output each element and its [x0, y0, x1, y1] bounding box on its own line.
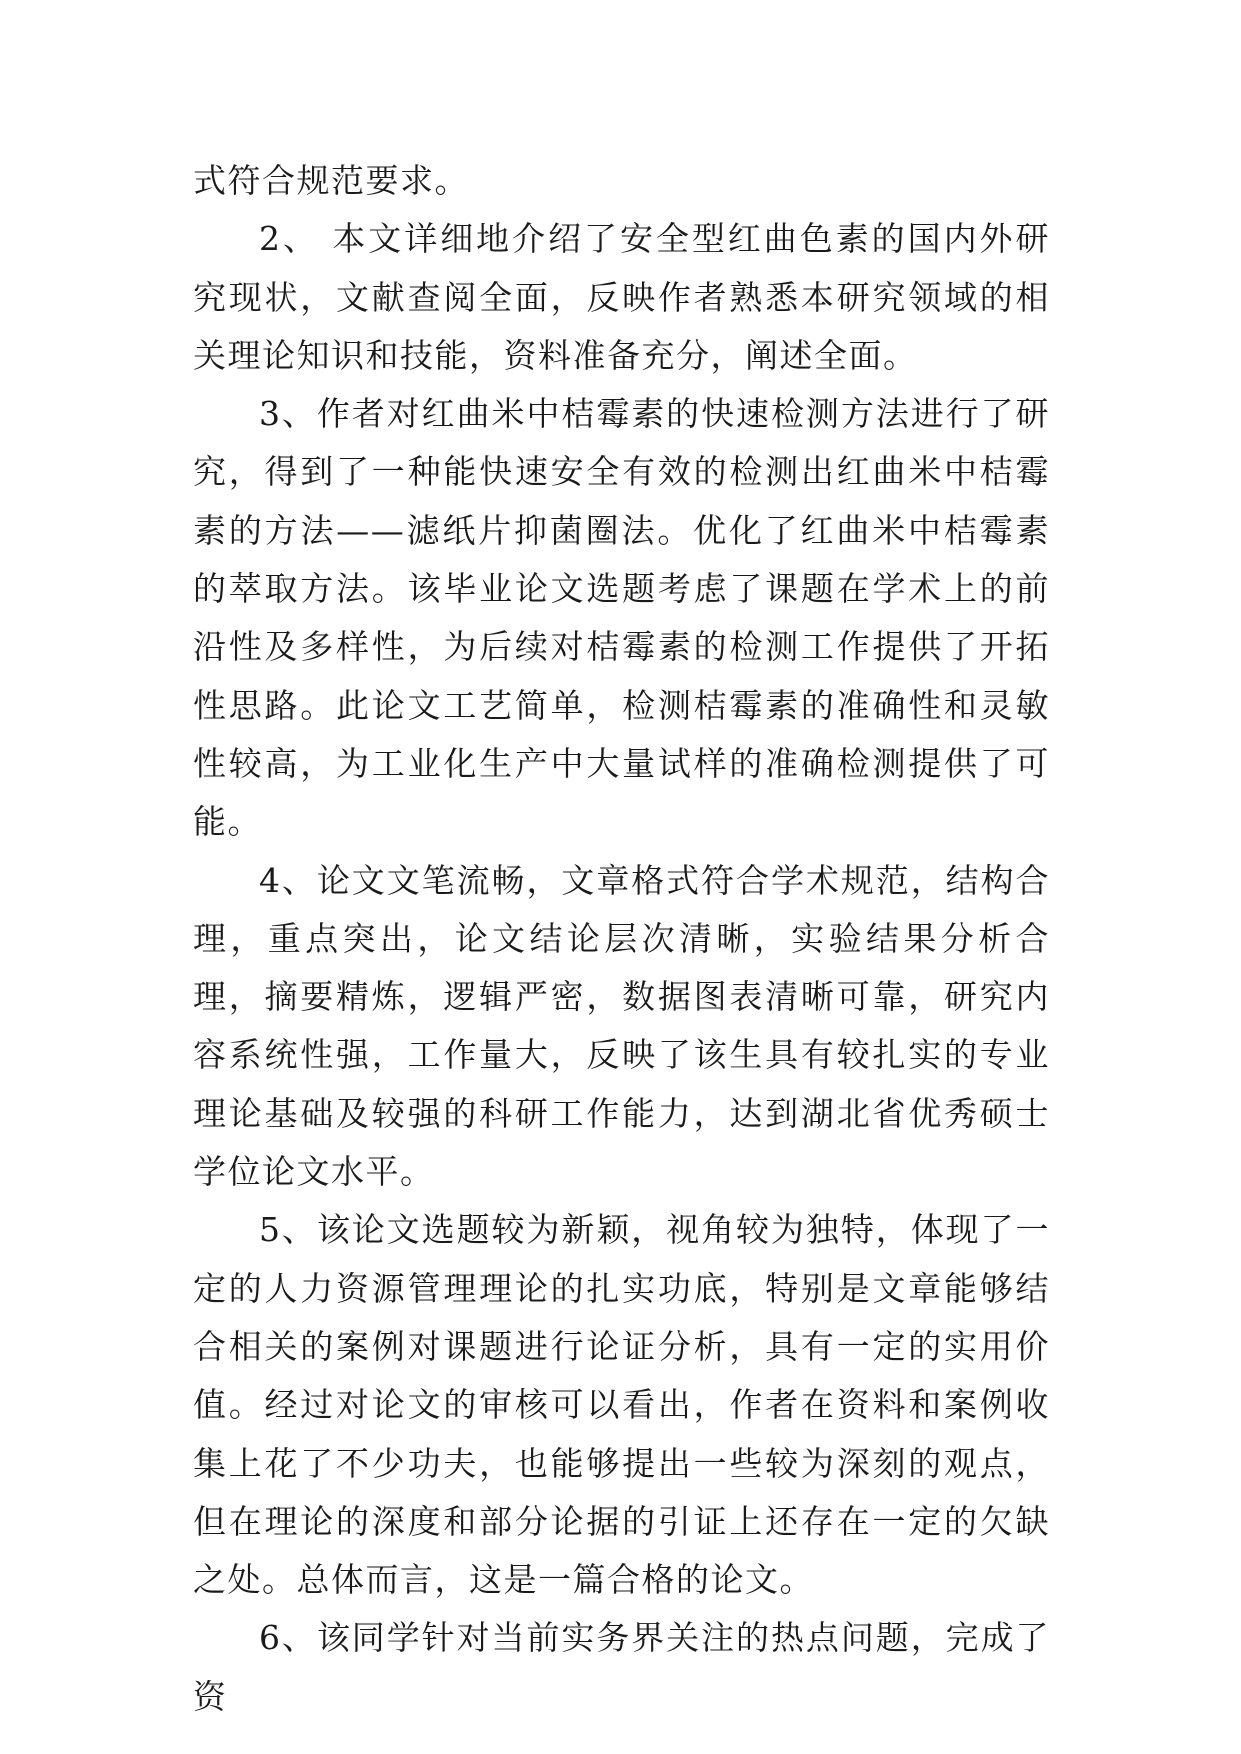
paragraph-item-2: 2、 本文详细地介绍了安全型红曲色素的国内外研究现状，文献查阅全面，反映作者熟悉本研究领域的相关理论知识和技能，资料准备充分，阐述全面。 — [193, 219, 1050, 375]
document-body — [193, 152, 1050, 1726]
paragraph-item-3: 3、作者对红曲米中桔霉素的快速检测方法进行了研究，得到了一种能快速安全有效的检测出红曲米中桔霉素的方法——滤纸片抑菌圈法。优化了红曲米中桔霉素的萃取方法。该毕业论文选题考虑了课题在学术上的前沿性及多样性，为后续对桔霉素的检测工作提供了开拓性思路。此论文工艺简单，检测桔霉素的准确性和灵敏性较高，为工业化生产中大量试样的准确检测提供了可能。 — [193, 394, 1050, 842]
paragraph-item-4: 4、论文文笔流畅，文章格式符合学术规范，结构合理，重点突出，论文结论层次清晰，实验结果分析合理，摘要精炼，逻辑严密，数据图表清晰可靠，研究内容系统性强，工作量大，反映了该生具有较扎实的专业理论基础及较强的科研工作能力，达到湖北省优秀硕士学位论文水平。 — [193, 860, 1050, 1192]
paragraph-item-5: 5、该论文选题较为新颖，视角较为独特，体现了一定的人力资源管理理论的扎实功底，特别是文章能够结合相关的案例对课题进行论证分析，具有一定的实用价值。经过对论文的审核可以看出，作者在资料和案例收集上花了不少功夫，也能够提出一些较为深刻的观点，但在理论的深度和部分论据的引证上还存在一定的欠缺之处。总体而言，这是一篇合格的论文。 — [193, 1210, 1050, 1600]
paragraph-continuation: 式符合规范要求。 — [193, 161, 469, 200]
paragraph-item-6: 6、该同学针对当前实务界关注的热点问题，完成了资 — [193, 1618, 1050, 1716]
